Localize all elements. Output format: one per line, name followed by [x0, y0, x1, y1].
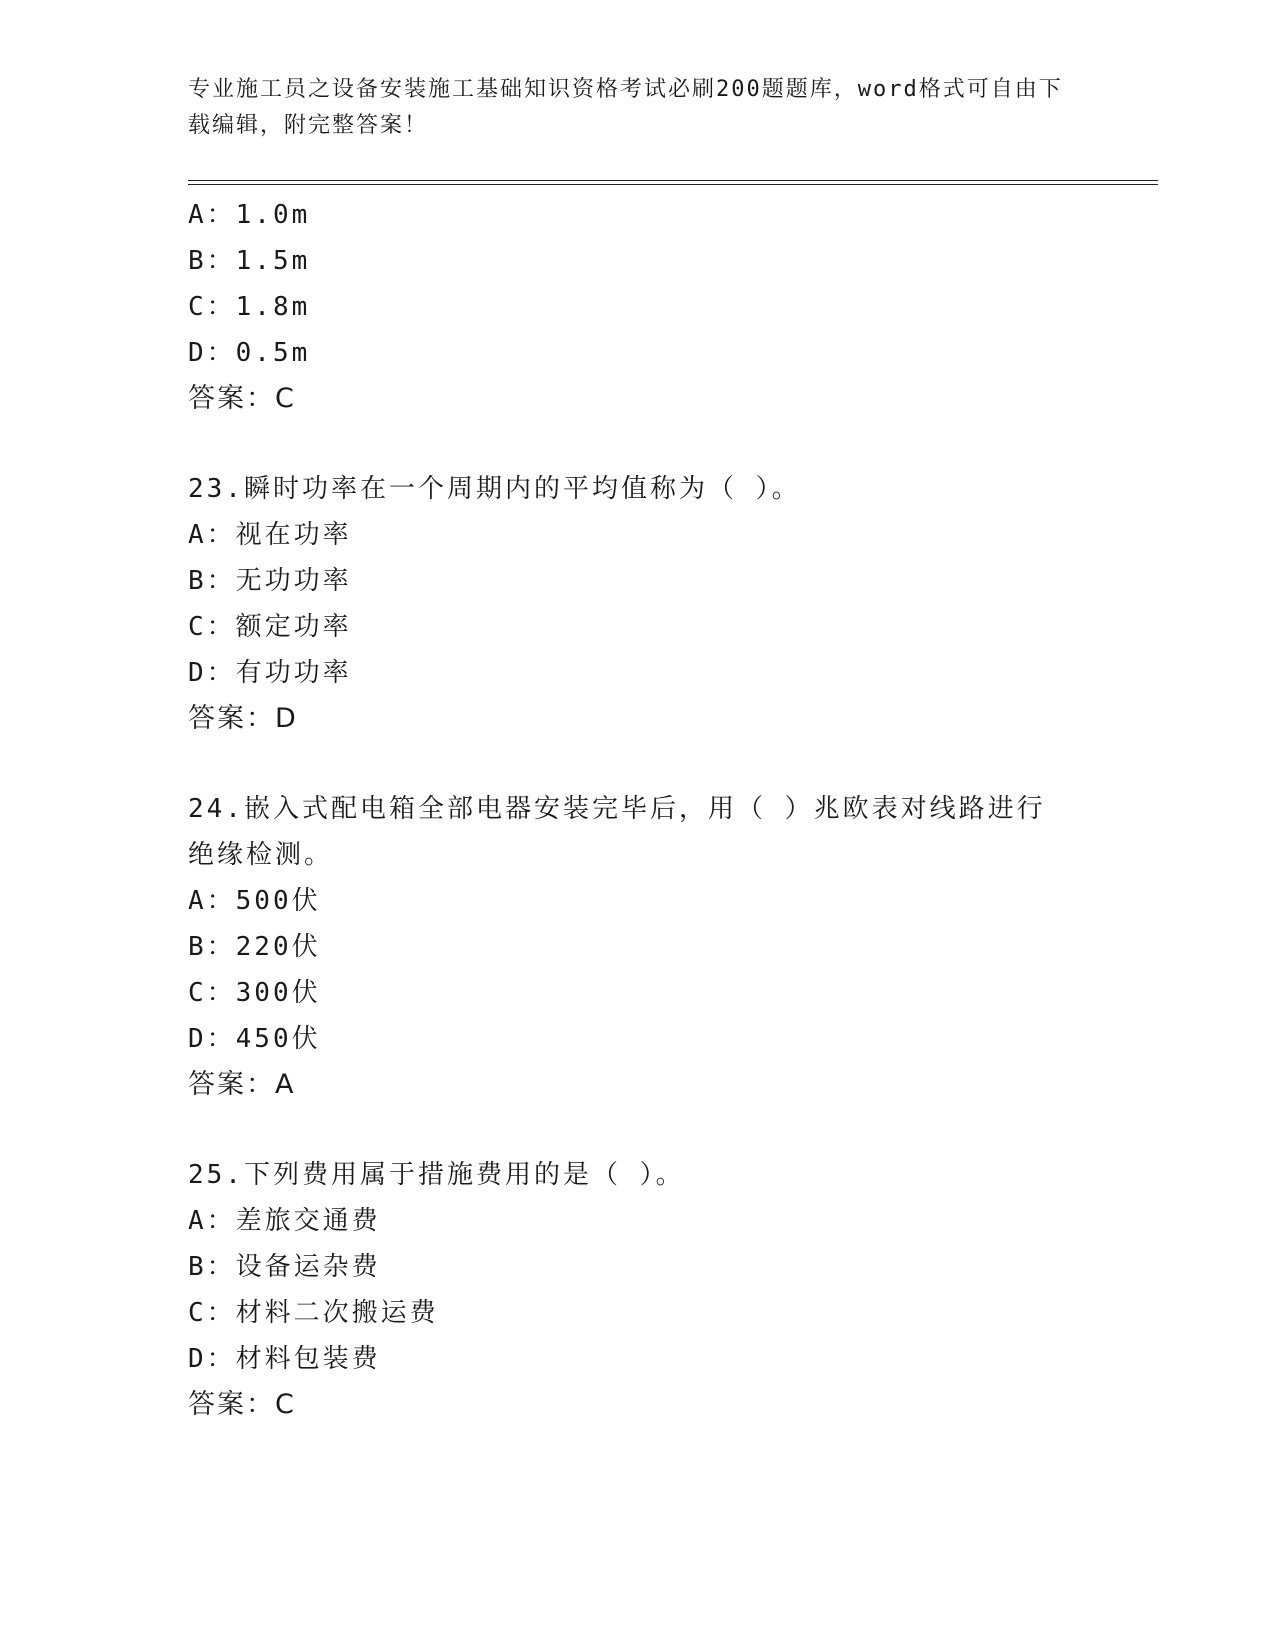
option-d: D：0.5m [188, 338, 311, 368]
question-text: 23.瞬时功率在一个周期内的平均值称为（ ）。 [188, 474, 801, 504]
question-block-24 [188, 786, 1088, 1108]
question-text: 25.下列费用属于措施费用的是（ ）。 [188, 1160, 685, 1190]
option-c: C：1.8m [188, 292, 311, 322]
option-b: B：220伏 [188, 932, 321, 962]
answer-line: 答案：D [188, 703, 298, 734]
option-a: A：500伏 [188, 886, 321, 916]
answer-line: 答案：C [188, 1389, 296, 1420]
option-c: C：额定功率 [188, 612, 352, 642]
question-block-25 [188, 1152, 1088, 1428]
question-text: 24.嵌入式配电箱全部电器安装完毕后，用（ ）兆欧表对线路进行绝缘检测。 [188, 794, 1046, 870]
question-list [188, 192, 1088, 1428]
question-block-23 [188, 466, 1088, 742]
option-d: D：有功功率 [188, 658, 352, 688]
option-c: C：材料二次搬运费 [188, 1298, 439, 1328]
document-header: 专业施工员之设备安装施工基础知识资格考试必刷200题题库，word格式可自由下载编辑，附完整答案！ [188, 77, 1063, 138]
answer-line: 答案：A [188, 1069, 296, 1100]
header-divider-top [188, 180, 1158, 181]
question-block-22 [188, 192, 1088, 422]
option-a: A：1.0m [188, 200, 311, 230]
option-b: B：无功功率 [188, 566, 352, 596]
option-b: B：设备运杂费 [188, 1252, 381, 1282]
answer-line: 答案：C [188, 383, 296, 414]
option-d: D：450伏 [188, 1024, 321, 1054]
option-a: A：差旅交通费 [188, 1206, 381, 1236]
option-b: B：1.5m [188, 246, 311, 276]
option-a: A：视在功率 [188, 520, 352, 550]
header-divider-bottom [188, 184, 1158, 185]
option-d: D：材料包装费 [188, 1344, 381, 1374]
option-c: C：300伏 [188, 978, 321, 1008]
